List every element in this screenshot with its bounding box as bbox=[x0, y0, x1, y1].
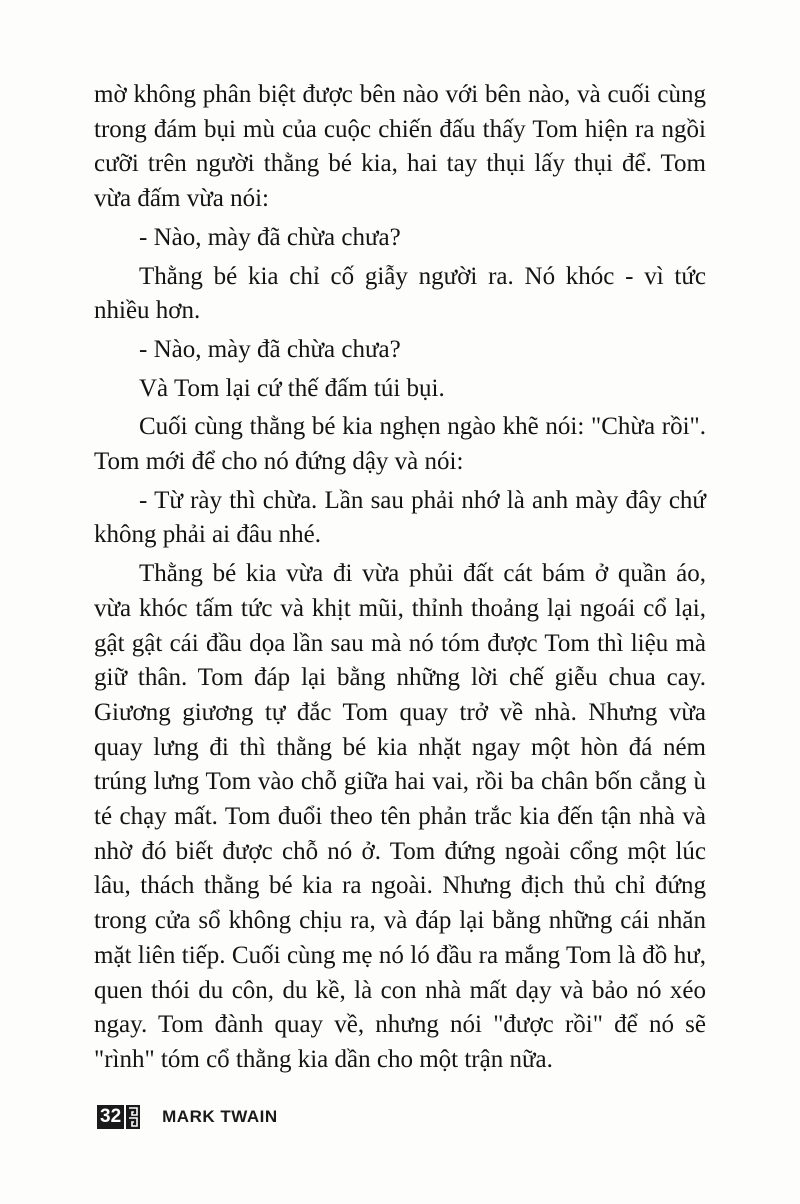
paragraph-4: - Nào, mày đã chừa chưa? bbox=[139, 335, 401, 363]
paragraph-2: - Nào, mày đã chừa chưa? bbox=[139, 223, 401, 251]
paragraph-5: Và Tom lại cứ thế đấm túi bụi. bbox=[139, 374, 445, 402]
paragraph-8: Thằng bé kia vừa đi vừa phủi đất cát bám ở quần áo, vừa khóc tấm tức và khịt mũi, thỉnh thoảng lại ngoái cổ lại, gật gật cái đầu dọa lần sau mà nó tóm được Tom thì liệu mà giữ thân. Tom đáp lại bằng những lời chế giễu chua cay. Giương giương tự đắc Tom quay trở về nhà. Nhưng vừa quay lưng đi thì thằng bé kia nhặt ngay một hòn đá ném trúng lưng Tom vào chỗ giữa hai vai, rồi ba chân bốn cẳng ù té chạy mất. Tom đuổi theo tên phản trắc kia đến tận nhà và nhờ đó biết được chỗ nó ở. Tom đứng ngoài cổng một lúc lâu, thách thằng bé kia ra ngoài. Nhưng địch thủ chỉ đứng trong cửa sổ không chịu ra, và đáp lại bằng những cái nhăn mặt liên tiếp. Cuối cùng mẹ nó ló đầu ra mắng Tom là đồ hư, quen thói du côn, du kề, là con nhà mất dạy và bảo nó xéo ngay. Tom đành quay về, nhưng nói "được rồi" để nó sẽ "rình" tóm cổ thằng kia dần cho một trận nữa. bbox=[94, 560, 706, 1073]
body-text bbox=[94, 78, 706, 1078]
author-name: MARK TWAIN bbox=[162, 1107, 278, 1126]
page-footer bbox=[97, 1104, 278, 1130]
paragraph-1: mờ không phân biệt được bên nào với bên nào, và cuối cùng trong đám bụi mù của cuộc chiến đấu thấy Tom hiện ra ngồi cưỡi trên người thằng bé kia, hai tay thụi lấy thụi để. Tom vừa đấm vừa nói: bbox=[94, 81, 706, 213]
paragraph-7: - Từ rày thì chừa. Lần sau phải nhớ là anh mày đây chứ không phải ai đâu nhé. bbox=[94, 486, 706, 549]
paragraph-3: Thằng bé kia chỉ cố giẫy người ra. Nó khóc - vì tức nhiều hơn. bbox=[94, 262, 706, 325]
greek-key-icon bbox=[126, 1105, 140, 1129]
page-number: 32 bbox=[97, 1105, 124, 1129]
paragraph-6: Cuối cùng thằng bé kia nghẹn ngào khẽ nói: "Chừa rồi". Tom mới để cho nó đứng dậy và nói: bbox=[94, 413, 706, 476]
